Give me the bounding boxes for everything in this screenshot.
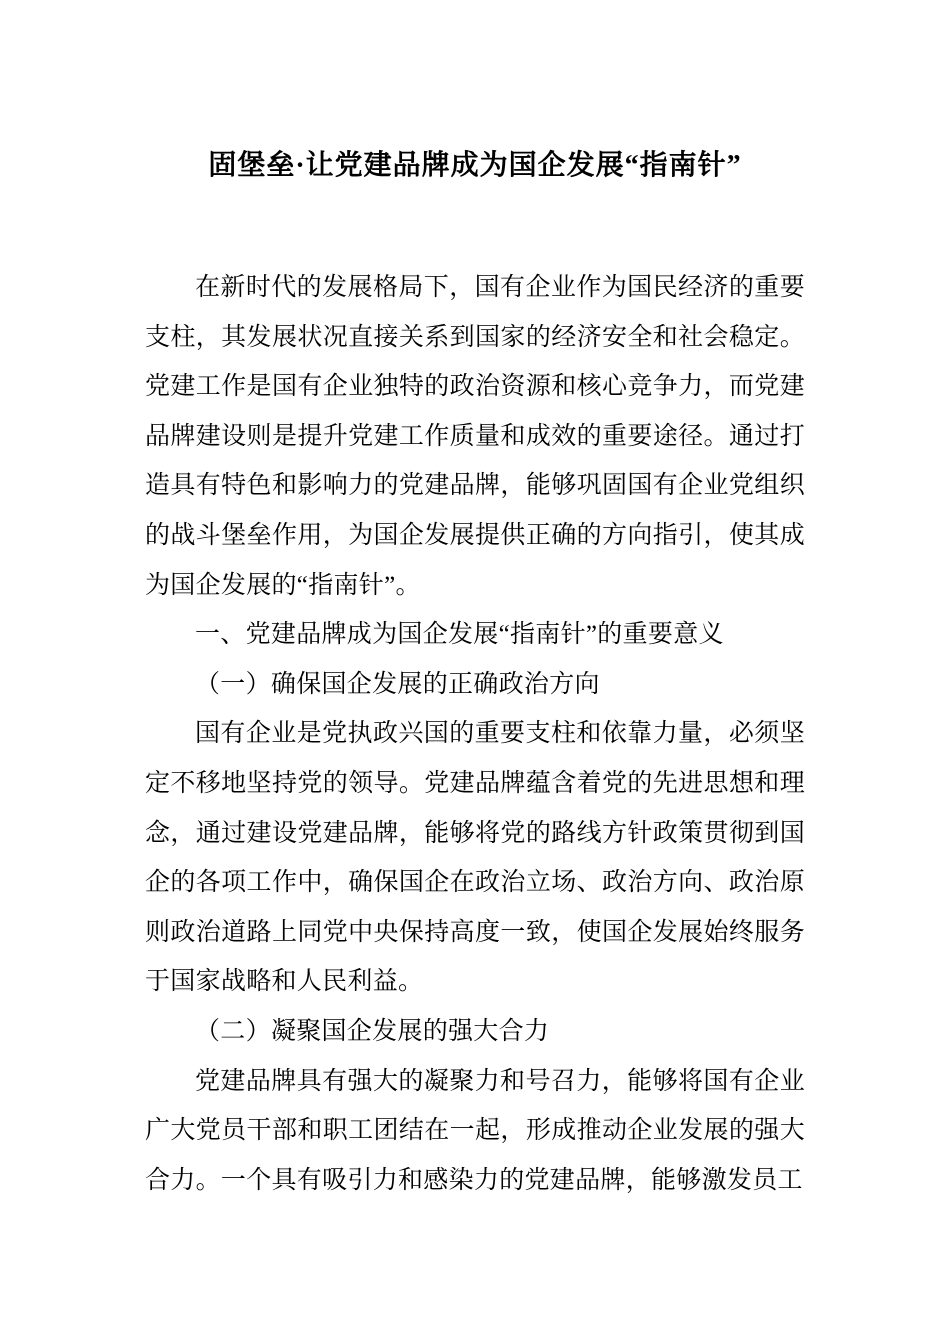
section-1-1-subheading: （一）确保国企发展的正确政治方向 [195, 670, 600, 698]
section-1-2-subheading: （二）凝聚国企发展的强大合力 [195, 1017, 550, 1045]
paragraph-intro: 在新时代的发展格局下，国有企业作为国民经济的重要支柱，其发展状况直接关系到国家的经济安全和社会稳定。党建工作是国有企业独特的政治资源和核心竞争力，而党建品牌建设则是提升党建工作质量和成效的重要途径。通过打造具有特色和影响力的党建品牌，能够巩固国有企业党组织的战斗堡垒作用，为国企发展提供正确的方向指引，使其成为国企发展的“指南针”。 [145, 274, 805, 599]
section-1-heading: 一、党建品牌成为国企发展“指南针”的重要意义 [195, 621, 724, 649]
document-title: 固堡垒·让党建品牌成为国企发展“指南针” [208, 150, 742, 181]
document-page [145, 0, 805, 1205]
paragraph-cohesion: 党建品牌具有强大的凝聚力和号召力，能够将国有企业广大党员干部和职工团结在一起，形成推动企业发展的强大合力。一个具有吸引力和感染力的党建品牌，能够激发员工 [145, 1067, 805, 1194]
paragraph-political-direction: 国有企业是党执政兴国的重要支柱和依靠力量，必须坚定不移地坚持党的领导。党建品牌蕴含着党的先进思想和理念，通过建设党建品牌，能够将党的路线方针政策贯彻到国企的各项工作中，确保国企在政治立场、政治方向、政治原则政治道路上同党中央保持高度一致，使国企发展始终服务于国家战略和人民利益。 [145, 720, 805, 996]
